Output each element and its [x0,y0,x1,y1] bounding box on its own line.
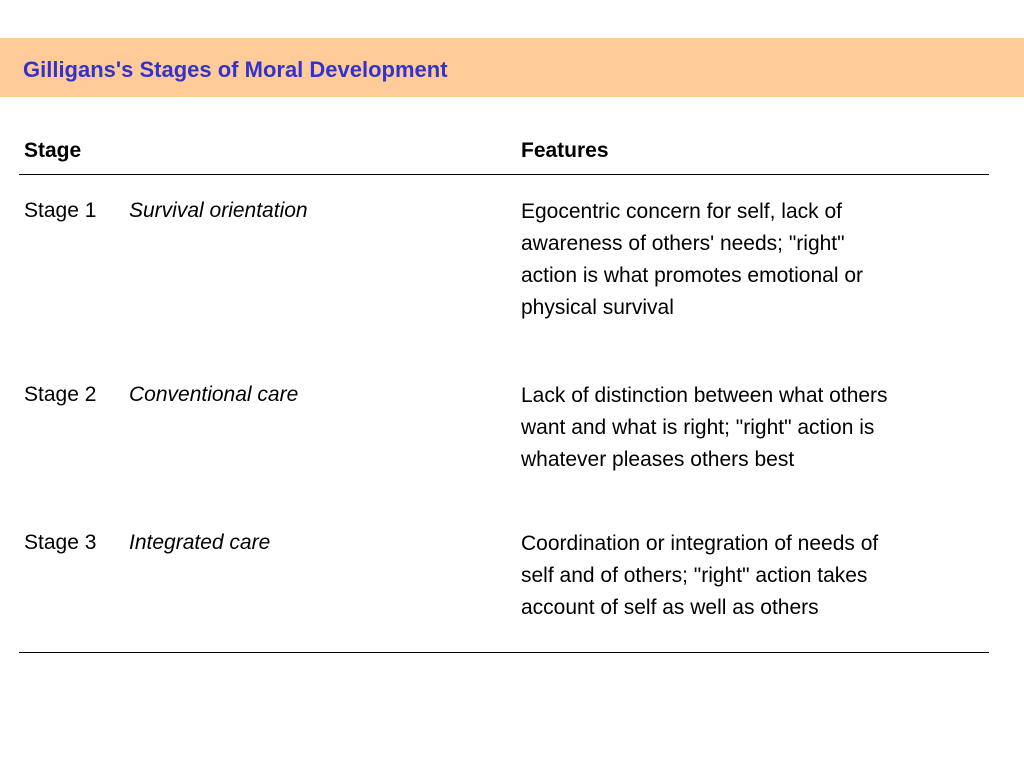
stage-features [521,198,981,326]
stage-name: Integrated care [129,531,271,554]
feature-line: Coordination or integration of needs of [521,532,879,555]
feature-line: awareness of others' needs; "right" [521,232,845,255]
stage-features [521,382,981,478]
column-header-features: Features [521,139,609,162]
stage-name: Conventional care [129,383,299,406]
table-top-rule [19,174,989,175]
slide-title: Gilligans's Stages of Moral Development [23,57,448,82]
feature-line: Lack of distinction between what others [521,384,888,407]
column-header-stage: Stage [24,139,82,162]
feature-line: action is what promotes emotional or [521,264,863,287]
table-bottom-rule [19,652,989,653]
feature-line: self and of others; "right" action takes [521,564,868,587]
feature-line: want and what is right; "right" action is [521,416,875,439]
stage-number: Stage 2 [24,383,97,406]
stage-number: Stage 3 [24,531,97,554]
feature-line: whatever pleases others best [521,448,795,471]
stage-name: Survival orientation [129,199,308,222]
feature-line: physical survival [521,296,674,319]
stage-features [521,530,981,626]
feature-line: account of self as well as others [521,596,819,619]
feature-line: Egocentric concern for self, lack of [521,200,842,223]
stage-number: Stage 1 [24,199,97,222]
